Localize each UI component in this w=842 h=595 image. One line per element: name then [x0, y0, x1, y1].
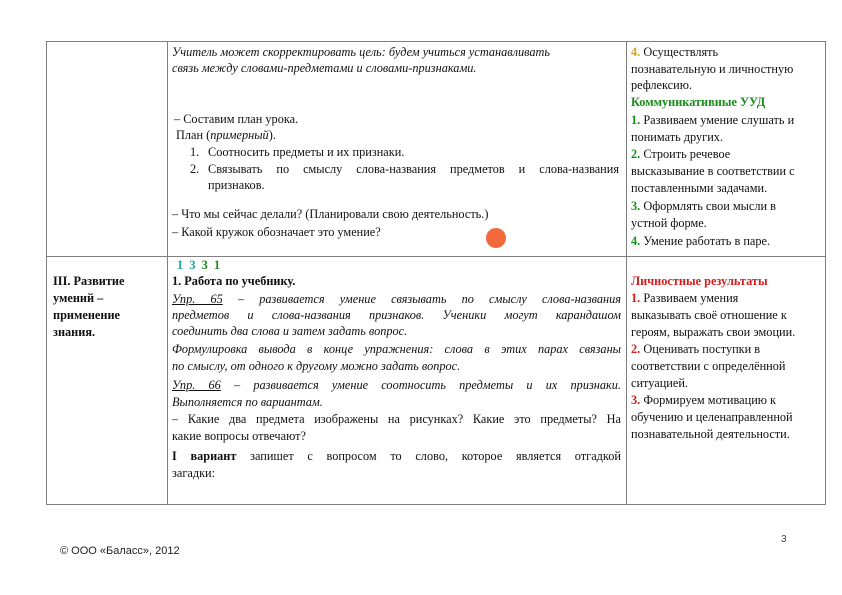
exercise-text: предметов и слова-названия признаков. Ученики могут карандашом — [172, 308, 621, 322]
goal-text-line: связь между словами-предметами и словами-признаками. — [172, 61, 477, 75]
table-row — [47, 42, 826, 257]
result-item-cont: выказывать своё отношение к — [631, 308, 787, 322]
exercise-text: Упр. 65 – развивается умение связывать по смыслу слова-названия — [172, 292, 621, 306]
result-item: 2. Оценивать поступки в — [631, 342, 761, 356]
stage-title-line: умений – — [53, 291, 104, 305]
uud-item-cont: рефлексию. — [631, 78, 692, 92]
uud-item: 1. Развиваем умение слушать и — [631, 113, 795, 127]
plan-item-number: 2. — [190, 162, 200, 176]
exercise-text: соединить два слова и затем задать вопрос. — [172, 324, 408, 338]
conclusion-text: Формулировка вывода в конце упражнения: слова в этих парах связаны — [172, 342, 621, 356]
uud-cell — [627, 42, 826, 257]
page-number: 3 — [781, 534, 787, 545]
result-item-cont: героям, выражать свои эмоции. — [631, 325, 796, 339]
table-row — [47, 257, 826, 505]
uud-item-cont: устной форме. — [631, 216, 707, 230]
exercise-text: Выполняется по вариантам. — [172, 395, 323, 409]
result-item: 3. Формируем мотивацию к — [631, 393, 777, 407]
stage-cell-empty — [47, 42, 168, 257]
question-line: какие вопросы отвечают? — [172, 429, 306, 443]
teacher-activity-cell — [168, 42, 627, 257]
orange-marker-circle — [486, 228, 506, 248]
result-item-cont: соответствии с определённой — [631, 359, 786, 373]
result-item-cont: познавательной деятельности. — [631, 427, 790, 441]
stage-title-line: III. Развитие — [53, 274, 125, 288]
plan-item: Соотносить предметы и их признаки. — [208, 145, 405, 159]
result-item: 1. Развиваем умения — [631, 291, 739, 305]
result-item-cont: обучению и целенаправленной — [631, 410, 793, 424]
uud-item-cont: поставленными задачами. — [631, 181, 768, 195]
question-line: – Какой кружок обозначает это умение? — [172, 225, 381, 239]
plan-item-number: 1. — [190, 145, 200, 159]
uud-item: 4. Осуществлять — [631, 45, 719, 59]
lesson-table — [46, 41, 826, 505]
uud-item-cont: познавательную и личностную — [631, 62, 794, 76]
circle-digits: 1 3 3 1 — [177, 258, 221, 272]
goal-text-line: Учитель может скорректировать цель: будем учиться устанавливать — [172, 45, 550, 59]
stage-title-line: применение — [53, 308, 121, 322]
question-line: – Что мы сейчас делали? (Планировали свою деятельность.) — [172, 207, 489, 221]
stage-title-line: знания. — [53, 325, 96, 339]
communicative-heading: Коммуникативные УУД — [631, 95, 766, 109]
plan-label: План (примерный). — [176, 128, 276, 142]
uud-item-cont: высказывание в соответствии с — [631, 164, 795, 178]
work-heading: 1. Работа по учебнику. — [172, 274, 296, 288]
teacher-activity-cell — [168, 257, 627, 505]
variant-text: загадки: — [172, 466, 216, 480]
variant-text: I вариант запишет с вопросом то слово, которое является отгадкой — [172, 449, 621, 463]
question-line: – Какие два предмета изображены на рисунках? Какие это предметы? На — [172, 412, 621, 426]
plan-intro: – Составим план урока. — [174, 112, 299, 126]
copyright-footer: © ООО «Баласс», 2012 — [60, 545, 180, 557]
uud-item: 4. Умение работать в паре. — [631, 234, 771, 248]
conclusion-text: по смыслу, от одного к другому можно задать вопрос. — [172, 359, 461, 373]
personal-results-heading: Личностные результаты — [631, 274, 768, 288]
plan-item: Связывать по смыслу слова-названия предметов и слова-названия — [208, 162, 619, 176]
uud-item: 3. Оформлять свои мысли в — [631, 199, 776, 213]
plan-item-cont: признаков. — [208, 178, 265, 192]
uud-item-cont: понимать других. — [631, 130, 724, 144]
exercise-text: Упр. 66 – развивается умение соотносить предметы и их признаки. — [172, 378, 621, 392]
personal-results-cell — [627, 257, 826, 505]
uud-item: 2. Строить речевое — [631, 147, 731, 161]
result-item-cont: ситуацией. — [631, 376, 688, 390]
stage-cell — [47, 257, 168, 505]
